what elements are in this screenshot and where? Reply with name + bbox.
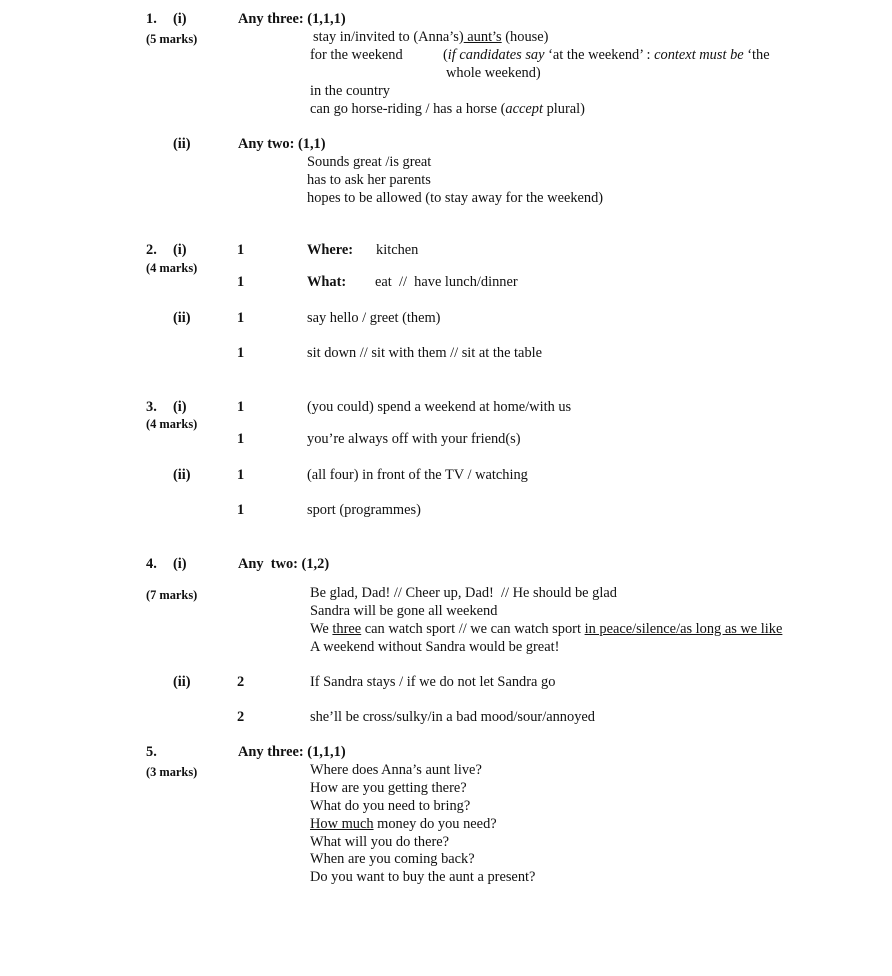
answer-line: What will you do there?	[310, 834, 450, 850]
answer-line: for the weekend	[310, 47, 403, 63]
marker-note: (if candidates say ‘at the weekend’ : context must be ‘the	[443, 47, 770, 63]
answer-line: If Sandra stays / if we do not let Sandra go	[310, 674, 556, 690]
part-label: (ii)	[173, 674, 191, 690]
answer-line: she’ll be cross/sulky/in a bad mood/sour/annoyed	[310, 709, 595, 725]
part-label: (i)	[173, 11, 187, 27]
question-number: 1.	[146, 11, 157, 27]
answer-line: How are you getting there?	[310, 780, 467, 796]
answer-line: How much money do you need?	[310, 816, 497, 832]
part-label: (i)	[173, 399, 187, 415]
mark-value: 1	[237, 242, 245, 258]
mark-value: 1	[237, 431, 245, 447]
question-number: 2.	[146, 242, 157, 258]
answer-line: When are you coming back?	[310, 851, 475, 867]
answer-line: sit down // sit with them // sit at the table	[307, 345, 543, 361]
answer-line: What do you need to bring?	[310, 798, 471, 814]
answer-header: Any three: (1,1,1)	[238, 744, 346, 760]
answer-label: What:	[307, 274, 347, 290]
answer-header: Any two: (1,1)	[238, 136, 326, 152]
mark-value: 1	[237, 345, 245, 361]
mark-value: 1	[237, 399, 245, 415]
question-number: 5.	[146, 744, 157, 760]
answer-line: kitchen	[376, 242, 419, 258]
answer-line: Do you want to buy the aunt a present?	[310, 869, 536, 885]
part-label: (ii)	[173, 310, 191, 326]
answer-line: (all four) in front of the TV / watching	[307, 467, 528, 483]
part-label: (ii)	[173, 136, 191, 152]
mark-value: 1	[237, 274, 245, 290]
answer-label: Where:	[307, 242, 354, 258]
part-label: (i)	[173, 242, 187, 258]
marker-note: whole weekend)	[446, 65, 541, 81]
answer-line: can go horse-riding / has a horse (accept plural)	[310, 101, 585, 117]
mark-value: 1	[237, 467, 245, 483]
question-number: 4.	[146, 556, 157, 572]
mark-value: 1	[237, 502, 245, 518]
answer-line: hopes to be allowed (to stay away for the weekend)	[307, 190, 604, 206]
answer-line: sport (programmes)	[307, 502, 421, 518]
answer-line: Sandra will be gone all weekend	[310, 603, 498, 619]
answer-line: Sounds great /is great	[307, 154, 432, 170]
answer-line: Where does Anna’s aunt live?	[310, 762, 482, 778]
question-number: 3.	[146, 399, 157, 415]
answer-line: in the country	[310, 83, 390, 99]
answer-line: eat // have lunch/dinner	[375, 274, 518, 290]
marks-label: (4 marks)	[146, 417, 198, 431]
answer-line: (you could) spend a weekend at home/with us	[307, 399, 572, 415]
mark-value: 2	[237, 709, 245, 725]
mark-value: 1	[237, 310, 245, 326]
marks-label: (5 marks)	[146, 32, 198, 46]
answer-header: Any three: (1,1,1)	[238, 11, 346, 27]
answer-line: A weekend without Sandra would be great!	[310, 639, 560, 655]
answer-line: We three can watch sport // we can watch sport in peace/silence/as long as we like	[310, 621, 783, 637]
answer-line: Be glad, Dad! // Cheer up, Dad! // He should be glad	[310, 585, 617, 601]
mark-value: 2	[237, 674, 245, 690]
part-label: (ii)	[173, 467, 191, 483]
answer-line: you’re always off with your friend(s)	[307, 431, 521, 447]
part-label: (i)	[173, 556, 187, 572]
answer-line: stay in/invited to (Anna’s) aunt’s (house)	[313, 29, 549, 45]
answer-line: say hello / greet (them)	[307, 310, 441, 326]
marks-label: (3 marks)	[146, 765, 198, 779]
marks-label: (4 marks)	[146, 261, 198, 275]
answer-line: has to ask her parents	[307, 172, 431, 188]
answer-header: Any two: (1,2)	[238, 556, 330, 572]
marks-label: (7 marks)	[146, 588, 198, 602]
